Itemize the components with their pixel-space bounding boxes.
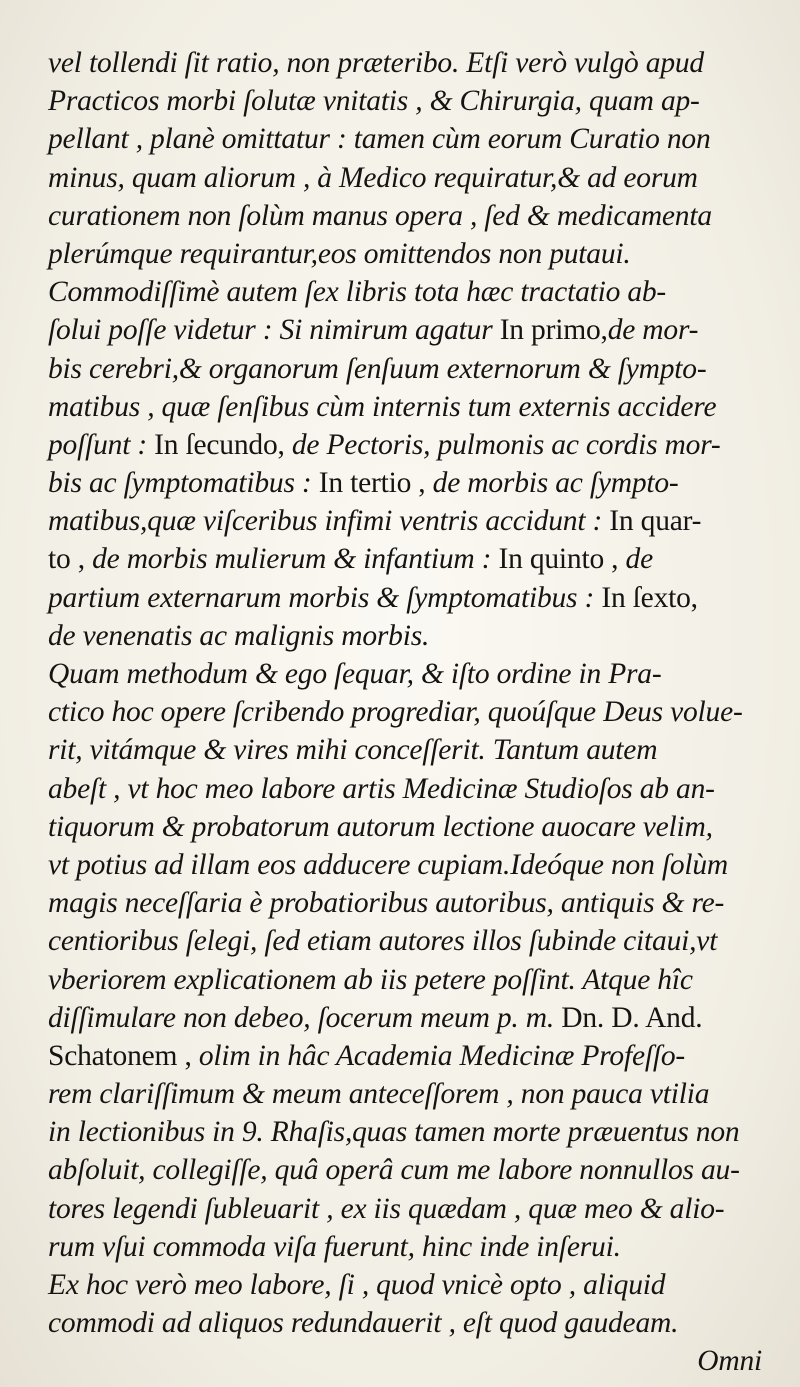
text-segment: commodi ad aliquos redundauerit , eſt quod gaudeam.: [48, 1307, 679, 1340]
text-line: [48, 44, 764, 82]
text-line: [48, 1075, 764, 1113]
text-line: [48, 120, 764, 158]
text-segment: de venenatis ac malignis morbis.: [48, 619, 430, 652]
text-segment: vberiorem explicationem ab iis petere poſſint. Atque hîc: [48, 963, 693, 996]
text-segment: pellant , planè omittatur : tamen cùm eorum Curatio non: [48, 123, 711, 156]
text-segment: abeſt , vt hoc meo labore artis Medicinæ Studioſos ab an-: [48, 772, 715, 805]
text-segment: curationem non ſolùm manus opera , ſed & medicamenta: [48, 199, 712, 232]
text-segment: to ,: [48, 543, 93, 576]
catchword: Omni: [697, 1345, 762, 1378]
text-segment: vt potius ad illam eos adducere cupiam.Ideóque non ſolùm: [48, 848, 729, 881]
text-line: [48, 961, 764, 999]
text-line: [48, 846, 764, 884]
text-line: [48, 922, 764, 960]
text-line: [48, 1266, 764, 1304]
text-line: [48, 693, 764, 731]
text-line: [48, 235, 764, 273]
text-segment: Dn. D. And.: [561, 1001, 703, 1034]
text-segment: In quar-: [609, 505, 702, 538]
text-line: [48, 197, 764, 235]
text-segment: rem clariſſimum & meum anteceſſorem , non pauca vtilia: [48, 1078, 710, 1111]
text-line: [48, 1228, 764, 1266]
text-segment: In tertio ,: [318, 467, 433, 500]
text-line: [48, 1151, 764, 1189]
text-segment: de Pectoris, pulmonis ac cordis mor-: [291, 428, 721, 461]
text-line: [48, 350, 764, 388]
text-segment: rum vſui commoda viſa fuerunt, hinc inde inſerui.: [48, 1230, 621, 1263]
text-line: [48, 540, 764, 578]
text-segment: tiquorum & probatorum autorum lectione auocare velim,: [48, 810, 713, 843]
text-line: [48, 999, 764, 1037]
text-segment: poſſunt :: [48, 428, 155, 461]
text-segment: In quinto ,: [498, 543, 626, 576]
text-line: [48, 426, 764, 464]
text-segment: Quam methodum & ego ſequar, & iſto ordine in Pra-: [48, 658, 662, 690]
text-segment: Ex hoc verò meo labore, ſi , quod vnicè opto , aliquid: [48, 1269, 666, 1301]
text-segment: tores legendi ſubleuarit , ex iis quædam , quæ meo & alio-: [48, 1192, 725, 1225]
text-segment: bis cerebri,& organorum ſenſuum externorum & ſympto-: [48, 352, 707, 385]
text-line: [48, 1304, 764, 1342]
text-segment: Practicos morbi ſolutæ vnitatis , & Chirurgia, quam ap-: [48, 85, 700, 118]
text-segment: rit, vitámque & vires mihi conceſſerit. Tantum autem: [48, 734, 658, 767]
text-segment: in lectionibus in 9. Rhaſis,quas tamen morte præuentus non: [48, 1116, 740, 1149]
text-segment: matibus , quæ ſenſibus cùm internis tum externis accidere: [48, 390, 717, 423]
text-line: [48, 770, 764, 808]
text-segment: de morbis ac ſympto-: [432, 467, 679, 500]
page-text: [48, 44, 764, 1342]
text-line: [48, 617, 764, 655]
text-line: [48, 273, 764, 311]
text-segment: Commodiſſimè autem ſex libris tota hæc tractatio ab-: [48, 276, 667, 309]
text-line: [48, 1037, 764, 1075]
text-line: [48, 579, 764, 617]
text-line: [48, 159, 764, 197]
text-segment: plerúmque requirantur,eos omittendos non putaui.: [48, 237, 631, 270]
text-segment: matibus,quæ viſceribus infimi ventris accidunt :: [48, 505, 610, 538]
text-segment: ctico hoc opere ſcribendo progrediar, quoúſque Deus volue-: [48, 696, 743, 729]
text-line: [48, 655, 764, 693]
text-segment: vel tollendi ſit ratio, non præteribo. Etſi verò vulgò apud: [48, 47, 704, 79]
text-segment: ſolui poſſe videtur : Si nimirum agatur: [48, 314, 500, 347]
text-line: [48, 502, 764, 540]
text-segment: diſſimulare non debeo, ſocerum meum p. m.: [48, 1001, 562, 1034]
text-segment: In ſexto,: [601, 581, 698, 614]
text-segment: partium externarum morbis & ſymptomatibus :: [48, 581, 602, 614]
text-segment: Schatonem ,: [48, 1039, 199, 1072]
text-segment: In ſecundo,: [154, 428, 292, 461]
text-line: [48, 388, 764, 426]
text-segment: bis ac ſymptomatibus :: [48, 467, 319, 500]
text-line: [48, 311, 764, 349]
text-line: [48, 464, 764, 502]
text-segment: de: [625, 543, 653, 576]
text-segment: abſoluit, collegiſſe, quâ operâ cum me labore nonnullos au-: [48, 1154, 740, 1187]
text-line: [48, 1190, 764, 1228]
text-segment: In primo,: [499, 314, 608, 347]
text-segment: de morbis mulierum & infantium :: [92, 543, 499, 576]
text-line: [48, 731, 764, 769]
text-segment: minus, quam aliorum , à Medico requiratur,& ad eorum: [48, 161, 698, 194]
text-segment: olim in hâc Academia Medicinæ Profeſſo-: [198, 1039, 686, 1072]
text-segment: magis neceſſaria è probatioribus autoribus, antiquis & re-: [48, 887, 725, 920]
text-segment: de mor-: [607, 314, 699, 347]
text-line: [48, 1113, 764, 1151]
text-line: [48, 884, 764, 922]
text-line: [48, 82, 764, 120]
text-line: [48, 808, 764, 846]
text-segment: centioribus ſelegi, ſed etiam autores illos ſubinde citaui,vt: [48, 925, 718, 958]
